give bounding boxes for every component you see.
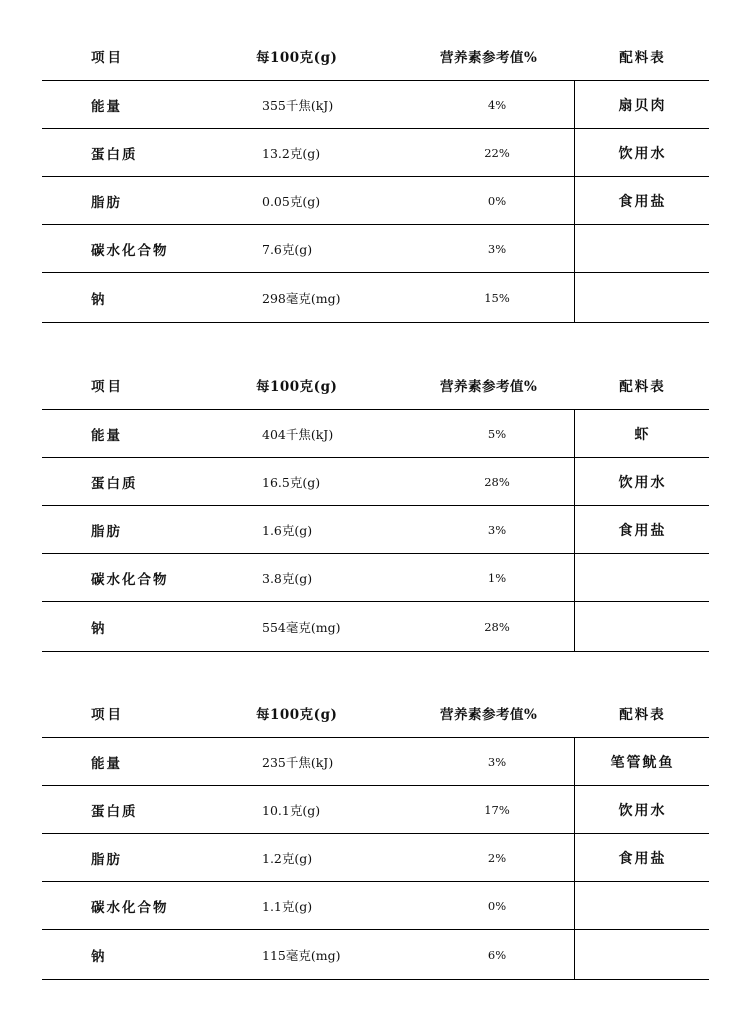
nutrient-nrv: 4% [487, 97, 507, 112]
table-row [42, 176, 709, 224]
header-item: 项目 [91, 707, 124, 723]
nutrient-amount: 13.2克(g) [262, 145, 321, 161]
nutrient-amount: 10.1克(g) [262, 802, 321, 818]
table-row [42, 128, 709, 176]
nutrient-name: 蛋白质 [91, 146, 138, 163]
ingredients-column-divider [574, 737, 575, 980]
header-item: 项目 [91, 379, 124, 395]
nutrient-name: 脂肪 [91, 851, 122, 868]
table-row [42, 785, 709, 833]
nutrient-amount: 115毫克(mg) [262, 947, 341, 963]
table-row [42, 505, 709, 553]
nutrient-nrv: 22% [484, 145, 510, 160]
nutrient-name: 脂肪 [91, 523, 122, 540]
table-row [42, 737, 709, 785]
nutrient-name: 蛋白质 [91, 803, 138, 820]
table-row [42, 929, 709, 980]
ingredient-name: 饮用水 [618, 802, 667, 819]
nutrient-name: 能量 [91, 755, 122, 772]
table-row [42, 833, 709, 881]
nutrition-table [42, 657, 709, 980]
table-body [42, 80, 709, 323]
table-header [42, 657, 709, 737]
nutrient-amount: 235千焦(kJ) [262, 754, 334, 770]
nutrient-nrv: 5% [487, 426, 507, 441]
nutrient-nrv: 17% [484, 802, 510, 817]
header-ingredients: 配料表 [619, 379, 666, 395]
nutrient-amount: 404千焦(kJ) [262, 426, 334, 442]
nutrient-name: 能量 [91, 427, 122, 444]
table-row [42, 553, 709, 601]
table-body [42, 409, 709, 652]
header-ingredients: 配料表 [619, 50, 666, 66]
nutrient-name: 碳水化合物 [91, 899, 169, 916]
table-row [42, 272, 709, 323]
nutrition-table [42, 329, 709, 652]
nutrient-name: 碳水化合物 [91, 571, 169, 588]
table-body [42, 737, 709, 980]
nutrient-amount: 1.6克(g) [262, 522, 313, 538]
ingredients-column-divider [574, 409, 575, 652]
nutrient-nrv: 3% [487, 754, 507, 769]
header-nrv: 营养素参考值% [440, 707, 538, 723]
table-row [42, 80, 709, 128]
nutrient-nrv: 28% [484, 474, 510, 489]
nutrient-nrv: 1% [487, 570, 507, 585]
ingredient-name: 食用盐 [618, 522, 667, 539]
nutrient-name: 钠 [91, 948, 107, 965]
header-nrv: 营养素参考值% [440, 50, 538, 66]
nutrient-name: 碳水化合物 [91, 242, 169, 259]
nutrition-table [42, 0, 709, 323]
nutrient-nrv: 3% [487, 241, 507, 256]
nutrient-amount: 298毫克(mg) [262, 290, 341, 306]
table-row [42, 409, 709, 457]
table-row [42, 881, 709, 929]
table-row [42, 601, 709, 652]
nutrient-name: 钠 [91, 620, 107, 637]
nutrient-name: 能量 [91, 98, 122, 115]
nutrient-amount: 16.5克(g) [262, 474, 321, 490]
header-per100g: 每100克(g) [256, 707, 338, 723]
header-per100g: 每100克(g) [256, 50, 338, 66]
nutrient-nrv: 3% [487, 522, 507, 537]
header-item: 项目 [91, 50, 124, 66]
nutrient-nrv: 0% [487, 193, 507, 208]
nutrient-name: 蛋白质 [91, 475, 138, 492]
nutrient-nrv: 0% [487, 898, 507, 913]
header-nrv: 营养素参考值% [440, 379, 538, 395]
header-per100g: 每100克(g) [256, 379, 338, 395]
header-ingredients: 配料表 [619, 707, 666, 723]
ingredient-name: 扇贝肉 [618, 97, 667, 114]
table-header [42, 329, 709, 409]
nutrient-amount: 355千焦(kJ) [262, 97, 334, 113]
nutrient-nrv: 6% [487, 947, 507, 962]
ingredient-name: 饮用水 [618, 474, 667, 491]
nutrient-nrv: 28% [484, 619, 510, 634]
nutrient-name: 钠 [91, 291, 107, 308]
nutrient-amount: 0.05克(g) [262, 193, 321, 209]
ingredient-name: 食用盐 [618, 193, 667, 210]
nutrient-amount: 3.8克(g) [262, 570, 313, 586]
nutrient-nrv: 2% [487, 850, 507, 865]
table-row [42, 224, 709, 272]
ingredient-name: 虾 [634, 426, 651, 443]
ingredients-column-divider [574, 80, 575, 323]
nutrient-nrv: 15% [484, 290, 510, 305]
ingredient-name: 食用盐 [618, 850, 667, 867]
nutrient-name: 脂肪 [91, 194, 122, 211]
ingredient-name: 饮用水 [618, 145, 667, 162]
table-header [42, 0, 709, 80]
nutrient-amount: 1.1克(g) [262, 898, 313, 914]
nutrient-amount: 554毫克(mg) [262, 619, 341, 635]
nutrient-amount: 7.6克(g) [262, 241, 313, 257]
nutrient-amount: 1.2克(g) [262, 850, 313, 866]
ingredient-name: 笔管鱿鱼 [610, 754, 675, 771]
table-row [42, 457, 709, 505]
